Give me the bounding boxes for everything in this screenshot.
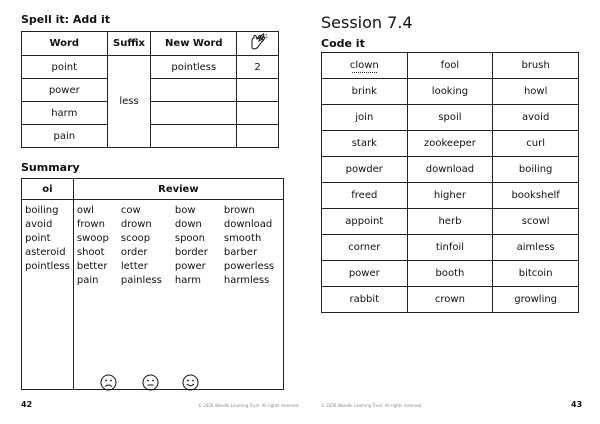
list-item: letter: [120, 261, 148, 272]
word-cell: power: [22, 79, 108, 102]
list-item: brown: [223, 205, 255, 216]
table-row: [322, 79, 579, 105]
code-word-cell: [322, 209, 408, 235]
table-row: [322, 183, 579, 209]
header-new-word: New Word: [151, 32, 237, 56]
code-word: bookshelf: [511, 190, 560, 201]
list-item: down: [174, 219, 202, 230]
code-word: curl: [526, 138, 546, 149]
list-item: spoon: [174, 233, 205, 244]
code-word-cell: [493, 183, 579, 209]
page-number-right: 43: [571, 400, 583, 409]
table-row: [322, 157, 579, 183]
code-word: aimless: [516, 242, 555, 253]
code-word: join: [355, 112, 374, 123]
header-suffix: Suffix: [107, 32, 151, 56]
spell-heading: Spell it: Add it: [21, 13, 111, 26]
code-word: zookeeper: [424, 138, 476, 149]
header-word: Word: [22, 32, 108, 56]
code-word-cell: [322, 131, 408, 157]
code-word-cell: [493, 287, 579, 313]
code-word-cell: [407, 53, 493, 79]
code-word-cell: [407, 183, 493, 209]
list-item: drown: [120, 219, 152, 230]
new-word-cell[interactable]: [151, 125, 237, 148]
code-word: clown: [349, 60, 379, 71]
suffix-cell: less: [107, 56, 151, 148]
table-row: [322, 261, 579, 287]
table-row: [22, 102, 279, 125]
code-word: fool: [440, 60, 460, 71]
code-word: boiling: [518, 164, 553, 175]
code-word: avoid: [522, 112, 550, 123]
happy-face-icon[interactable]: [182, 374, 199, 391]
list-item: power: [174, 261, 206, 272]
list-item: barber: [223, 247, 258, 258]
list-item: swoop: [76, 233, 109, 244]
code-word-cell: [493, 131, 579, 157]
code-word-cell: [493, 209, 579, 235]
list-item: better: [76, 261, 108, 272]
neutral-face-icon[interactable]: [142, 374, 159, 391]
code-word-cell: [407, 131, 493, 157]
code-word-cell: [322, 53, 408, 79]
summary-table: [21, 178, 284, 390]
table-row: [322, 287, 579, 313]
code-word: power: [348, 268, 380, 279]
code-word-cell: [493, 105, 579, 131]
list-item: owl: [76, 205, 94, 216]
code-word: booth: [435, 268, 465, 279]
list-item: painless: [120, 275, 162, 286]
code-word: stark: [351, 138, 377, 149]
word-cell: point: [22, 56, 108, 79]
code-word: rabbit: [349, 294, 380, 305]
table-row: [322, 131, 579, 157]
code-word-cell: [322, 235, 408, 261]
code-word-cell: [493, 157, 579, 183]
list-item: frown: [76, 219, 105, 230]
sad-face-icon[interactable]: [100, 374, 117, 391]
oi-column: [22, 200, 74, 390]
code-word-cell: [322, 261, 408, 287]
list-item: harmless: [223, 275, 270, 286]
table-row: [322, 235, 579, 261]
code-word: brush: [521, 60, 550, 71]
table-row: [322, 53, 579, 79]
code-word-cell: [322, 157, 408, 183]
code-word-cell: [493, 53, 579, 79]
code-word: herb: [438, 216, 462, 227]
count-cell[interactable]: [237, 102, 279, 125]
list-item: boiling: [25, 205, 59, 216]
count-cell[interactable]: [237, 79, 279, 102]
code-word-cell: [493, 261, 579, 287]
code-word: bitcoin: [518, 268, 553, 279]
code-word: looking: [431, 86, 469, 97]
word-cell: harm: [22, 102, 108, 125]
code-word-cell: [407, 157, 493, 183]
code-word: spoil: [438, 112, 462, 123]
code-word-cell: [493, 235, 579, 261]
code-word: brink: [351, 86, 377, 97]
code-word: crown: [434, 294, 465, 305]
count-cell[interactable]: [237, 125, 279, 148]
code-word: powder: [345, 164, 383, 175]
summary-heading: Summary: [21, 161, 80, 174]
code-word: howl: [523, 86, 548, 97]
code-word-cell: [322, 183, 408, 209]
count-cell[interactable]: 2: [237, 56, 279, 79]
code-word: corner: [348, 242, 381, 253]
list-item: order: [120, 247, 148, 258]
oi-word-list: [25, 204, 70, 274]
header-count: [237, 32, 279, 56]
list-item: harm: [174, 275, 202, 286]
table-row: [322, 209, 579, 235]
header-oi: oi: [22, 179, 74, 200]
list-item: border: [174, 247, 208, 258]
copyright-left: © 2026 Wandle Learning Trust. All rights reserved.: [198, 403, 300, 408]
code-word-cell: [322, 105, 408, 131]
list-item: pointless: [25, 261, 70, 272]
new-word-cell[interactable]: pointless: [151, 56, 237, 79]
list-item: avoid: [25, 219, 53, 230]
word-cell: pain: [22, 125, 108, 148]
new-word-cell[interactable]: [151, 102, 237, 125]
spell-table: [21, 31, 279, 148]
page-number-left: 42: [21, 400, 33, 409]
code-word-cell: [493, 79, 579, 105]
code-word: tinfoil: [435, 242, 465, 253]
copyright-right: © 2026 Wandle Learning Trust. All rights reserved.: [321, 403, 423, 408]
code-word: growling: [514, 294, 558, 305]
code-word-cell: [407, 261, 493, 287]
code-word: higher: [433, 190, 466, 201]
code-word: scowl: [521, 216, 550, 227]
new-word-cell[interactable]: [151, 79, 237, 102]
table-row: [22, 125, 279, 148]
list-item: powerless: [223, 261, 275, 272]
code-word: download: [425, 164, 475, 175]
review-column: [73, 200, 283, 390]
code-word: appoint: [345, 216, 384, 227]
code-word-cell: [322, 79, 408, 105]
list-item: asteroid: [25, 247, 66, 258]
list-item: point: [25, 233, 51, 244]
list-item: cow: [120, 205, 141, 216]
dotted-underline: [352, 72, 377, 73]
list-item: shoot: [76, 247, 105, 258]
list-item: scoop: [120, 233, 151, 244]
session-title: Session 7.4: [321, 13, 413, 32]
list-item: smooth: [223, 233, 262, 244]
code-word-cell: [407, 287, 493, 313]
list-item: bow: [174, 205, 196, 216]
table-row: [322, 105, 579, 131]
table-row: [22, 56, 279, 79]
code-table: [321, 52, 579, 313]
list-item: download: [223, 219, 273, 230]
code-word-cell: [407, 79, 493, 105]
code-word-cell: [407, 209, 493, 235]
list-item: pain: [76, 275, 99, 286]
table-row: [22, 79, 279, 102]
header-review: Review: [73, 179, 283, 200]
clapping-hands-icon: [248, 33, 268, 51]
code-word-cell: [322, 287, 408, 313]
code-word-cell: [407, 235, 493, 261]
review-word-grid: [77, 204, 280, 288]
code-word: freed: [351, 190, 378, 201]
code-word-cell: [407, 105, 493, 131]
code-heading: Code it: [321, 37, 365, 50]
